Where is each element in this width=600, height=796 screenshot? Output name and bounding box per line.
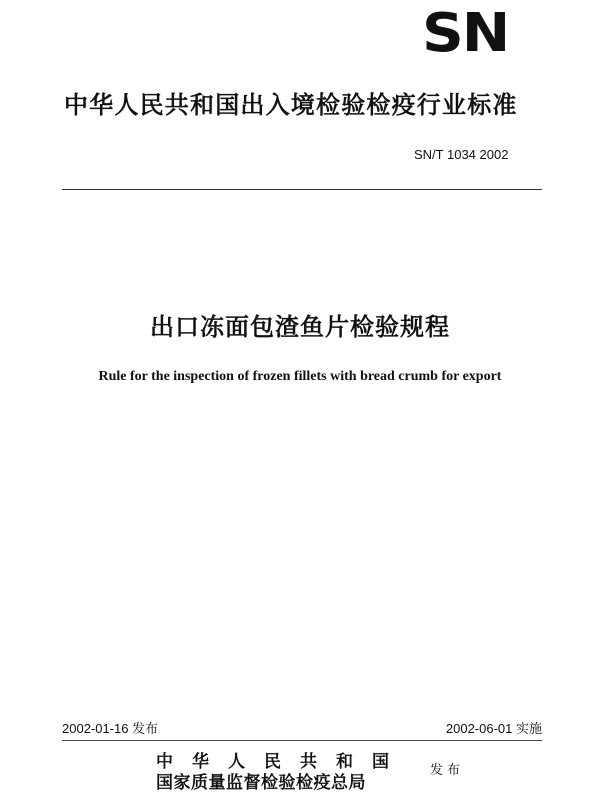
sn-logo: SN xyxy=(422,1,509,64)
document-title-english: Rule for the inspection of frozen fillets with bread crumb for export xyxy=(98,369,502,384)
issue-date: 2002-01-16 发布 xyxy=(62,721,159,736)
issuer-agency: 国家质量监督检验检疫总局 xyxy=(156,773,366,793)
footer-divider xyxy=(62,740,542,741)
standard-number: SN/T 1034 2002 xyxy=(414,147,509,162)
implementation-date: 2002-06-01 实施 xyxy=(445,721,542,736)
standard-category-title: 中华人民共和国出入境检验检疫行业标准 xyxy=(64,91,518,119)
publish-label: 发布 xyxy=(430,763,465,778)
issuer-country: 中华人民共和国 xyxy=(156,752,408,772)
document-title: 出口冻面包渣鱼片检验规程 xyxy=(150,313,450,341)
header-divider xyxy=(62,189,542,190)
